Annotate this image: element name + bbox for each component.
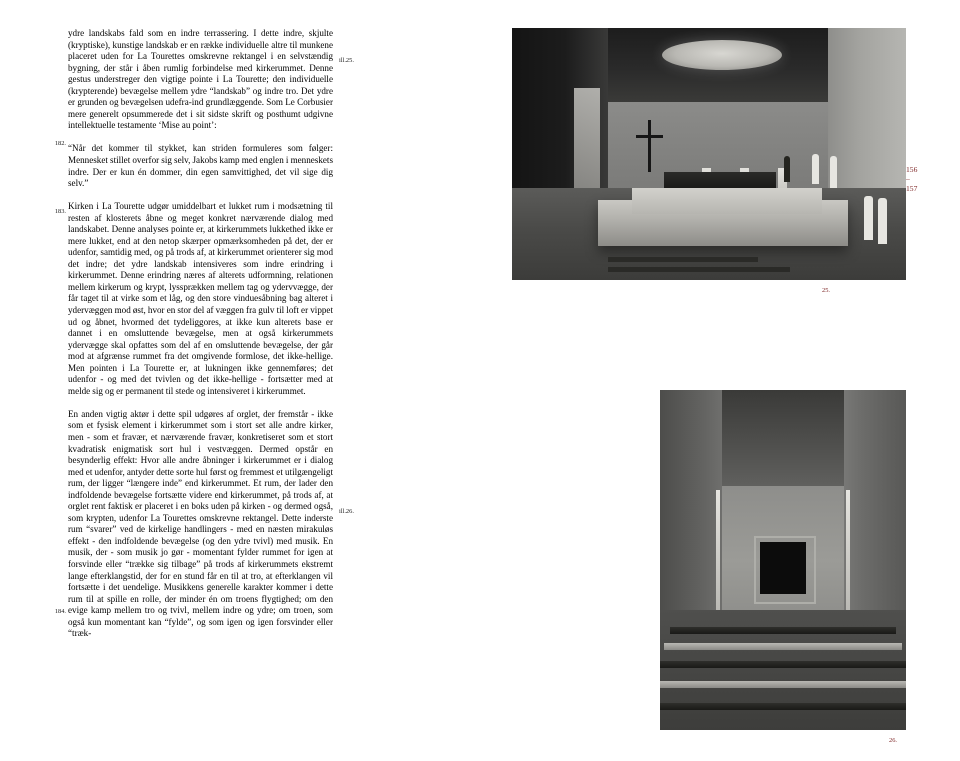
- margin-note-184: 184.: [54, 608, 66, 615]
- figure-la-tourette-nave-organ: [660, 390, 906, 730]
- figure-la-tourette-church-interior: [512, 28, 906, 280]
- photo-bench-1: [608, 257, 758, 262]
- paragraph-4: En anden vigtig aktør i dette spil udgøres af orglet, der fremstår - ikke som et fysisk element i kirkerummet som i stort set alle andre kirker, men - som et fravær, et nærværende fravær, konkretiseret som et stort kvadratisk enigmatisk sort hul i vestvæggen. Dermed opstår en besynderlig effekt: Hvor alle andre åbninger i kirkerummet er i dialog med et udenfor, antyder dette sorte hul først og fremmest et utilgængeligt rum, der ligger “længere inde” end kirkerummet. Et rum, der lader den indfoldende bevægelse fortsætte videre end kirkerummet, på trods af, at orglet rent faktisk er placeret i en boks uden på kirken - og dermed også, som krypten, udenfor La Tourettes omskrevne rektangel. Dette inderste rum “svarer” ved de kirkelige handlingers - med en næsten mirakuløs effekt - den indfoldende bevægelse (og den ydre tvivl) med musik. En musik, der - som musik jo gør - momentant fylder rummet for igen at forsvinde eller “trække sig tilbage” på trods af kirkerummets ekstremt lange efterklangstid, der for en stund får en til at tro, at efterklangen vil fortsætte i det uendelige. Musikkens generelle karakter kommer i dette rum til at spille en rolle, der minder én om troens flygtighed; om den evige kamp mellem tro og tvivl, mellem indre og ydre; om troen, som også kun momentant kan “fylde”, og som igen og igen forsvinder eller “træk-: [68, 408, 333, 639]
- photo-standing-figure-5: [878, 198, 887, 244]
- folio-line-1: 156: [906, 165, 918, 174]
- photo-standing-figure-1: [812, 154, 819, 184]
- photo-skylight: [662, 40, 782, 70]
- photo-pew-row-1: [670, 627, 896, 634]
- photo-nave: [660, 390, 906, 730]
- body-text-column: [68, 28, 333, 640]
- photo-standing-figure-2: [830, 156, 837, 188]
- illustration-ref-26: ill.26.: [339, 508, 354, 515]
- margin-note-183: 183.: [54, 208, 66, 215]
- figure-caption-25: 25.: [822, 287, 830, 294]
- photo-organ-opening: [760, 542, 806, 594]
- paragraph-3: Kirken i La Tourette udgør umiddelbart et lukket rum i modsætning til resten af klosterets åbne og meget konkret nærværende dialog med landskabet. Denne analyses pointe er, at kirkerummets lukkethed ikke er mere lukket, end at den netop skærper opmærksomheden på det, der er udenfor, samtidig med, og på trods af, at kirkerummet orienterer sig mod det indre; det ydre landskab intensiveres som indre erindring i kirkerummet. Denne erindring næres af alterets udformning, relationen mellem kirkerum og krypt, lyssprækken mellem tag og ydervvægge, der får taget til at virke som et låg, og den store vinduesåbning bag alteret i ydervæggen mod øst, hvor en stor del af væggen fra gulv til loft er vippet ud og åbnet, hvormed det tydeliggores, at ikke kun alterets base er dannet i en omsluttende bevægelse, men at også kirkerummets ydervægge skal opfattes som del af en omsluttende bevægelse, der går mod at afgrænse rummet fra det omgivende formlose, det ikke-hellige. Men pointen i La Tourette er, at lukningen ikke gennemføres; det udenfor - og med det tvivlen og det ikke-hellige - fortsætter med at melde sig og er permanent til stede og intensiveret i kirkerummet.: [68, 201, 333, 396]
- margin-note-182: 182.: [54, 140, 66, 147]
- photo-pew-row-4: [660, 681, 906, 688]
- illustration-ref-25: ill.25.: [339, 57, 354, 64]
- photo-crucifix-horizontal: [636, 135, 663, 138]
- paragraph-1: ydre landskabs fald som en indre terrassering. I dette indre, skjulte (kryptiske), kunstige landskab er en række individuelle altre til munkene placeret uden for La Tourettes omskrevne rektangel i en selvstændig bygning, der står i åben rumlig forbindelse med kirkerummet. Denne gestus understreger den vigtige pointe i La Tourette; den individuelle (krypterende) bevægelse mellem ydre “landskab” og indre tro. Det ydre er grunden og bevægelsen udefra-ind grundlæggende. Som Le Corbusier mere generelt opsummerede det i sit sidste skrift og posthumt udgivne intellektuelle testamente ‘Mise au point’:: [68, 28, 333, 131]
- photo-pew-row-3: [660, 661, 906, 668]
- photo-crucifix-vertical: [648, 120, 651, 172]
- photo-pew-row-2: [664, 643, 902, 650]
- folio-line-2: 157: [906, 183, 918, 193]
- photo-bench-2: [608, 267, 790, 272]
- figure-caption-26: 26.: [889, 737, 897, 744]
- photo-pew-row-5: [660, 703, 906, 710]
- photo-standing-figure-4: [864, 196, 873, 240]
- folio-dash: –: [906, 174, 910, 184]
- photo-standing-figure-3: [784, 156, 790, 182]
- folio: [906, 165, 936, 193]
- paragraph-2-quote: “Når det kommer til stykket, kan striden formuleres som følger: Mennesket stillet overfor sig selv, Jakobs kamp med englen i menneskets indre. Der er kun én dommer, din egen samvittighed, det vil sige dig selv.”: [68, 143, 333, 189]
- photo-church-interior: [512, 28, 906, 280]
- photo-altar-step: [632, 188, 822, 214]
- photo-altar-table: [664, 172, 776, 188]
